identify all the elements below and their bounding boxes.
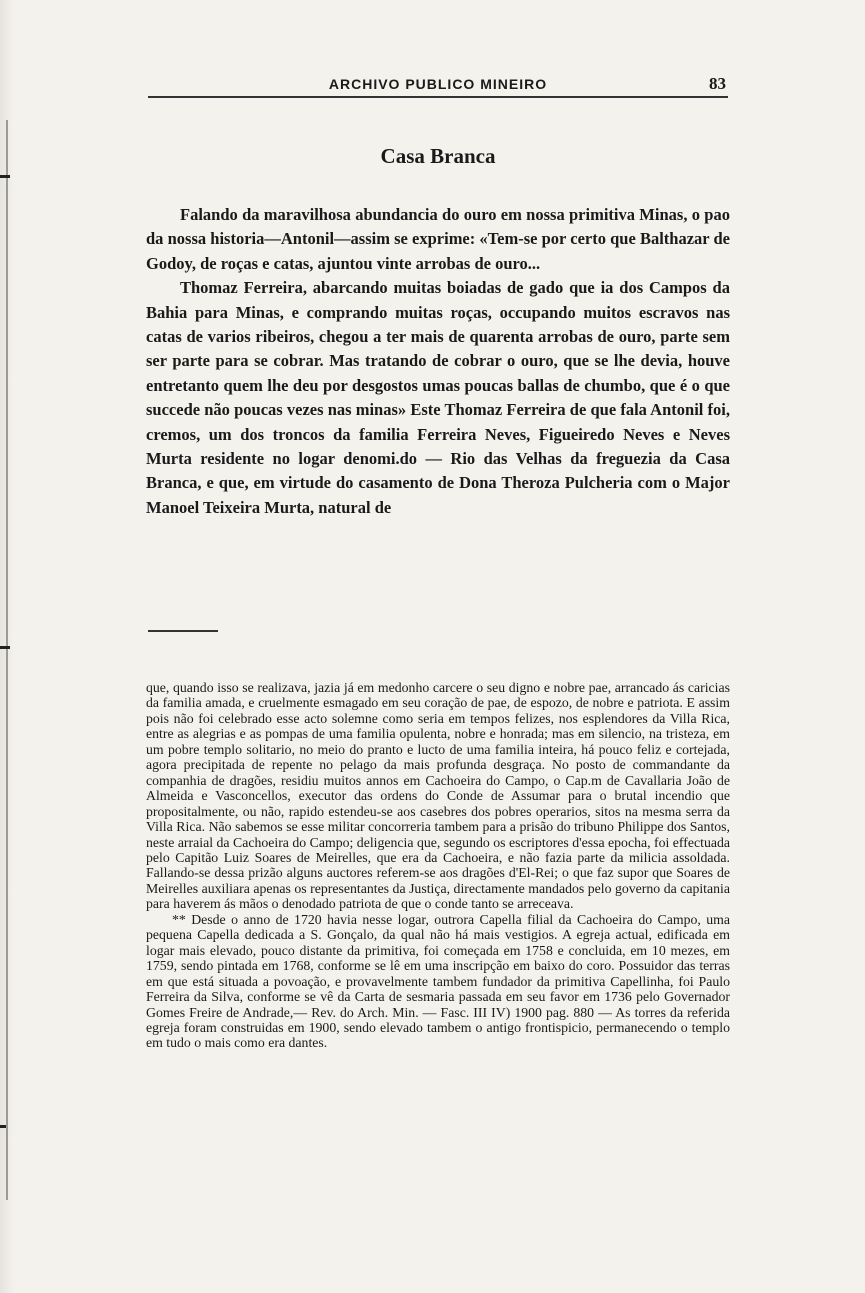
footnote: que, quando isso se realizava, jazia já em medonho carcere o seu digno e nobre pae, arrancado ás caricias da familia amada, e cruelmente esmagado em seu coração de pae, de espozo, de nobre e patriota. E assim pois não foi celebrado esse acto solemne como seria em tempos felizes, nos esplendores da Villa Rica, entre as alegrias e as pompas de uma familia opulenta, nobre e honrada; mas em silencio, na tristeza, em um pobre templo solitario, no meio do pranto e lucto de uma familia inteira, há pouco feliz e cortejada, agora precipitada de repente no pelago da mais profunda desgraça. No posto de commandante da companhia de dragões, residiu muitos annos em Cachoeira do Campo, o Cap.m de Cavallaria João de Almeida e Vasconcellos, executor das ordens do Conde de Assumar para o brutal incendio que propositalmente, ou não, rapido estendeu-se aos casebres dos pobres operarios, sitos na mesma serra da Villa Rica. Não sabemos se esse militar concorreria tambem para a prisão do tribuno Philippe dos Santos, neste arraial da Cachoeira do Campo; deligencia que, segundo os escriptores d'essa epocha, foi effectuada pelo Capitão Luiz Soares de Meirelles, que era da Cachoeira, e não fazia parte da milicia assoldada. Fallando-se dessa prizão alguns auctores referem-se aos dragões d'El-Rei; o que faz supor que Soares de Meirelles auxiliara apenas os representantes da Justiça, directamente mandados pelo governo da capitania para haverem ás mãos o denodado patriota de que o conde tanto se arreceava. <box>146 680 730 912</box>
body-paragraph: Falando da maravilhosa abundancia do ouro em nossa primitiva Minas, o pao da nossa historia—Antonil—assim se exprime: «Tem-se por certo que Balthazar de Godoy, de roças e catas, ajuntou vinte arrobas de ouro... <box>146 205 730 273</box>
page-number: 83 <box>709 74 726 93</box>
footnote: ** Desde o anno de 1720 havia nesse logar, outrora Capella filial da Cachoeira do Campo, uma pequena Capella dedicada a S. Gonçalo, da qual não há mais vestigios. A egreja actual, edificada em logar mais elevado, pouco distante da primitiva, foi começada em 1758 e concluida, em 10 mezes, em 1759, sendo pintada em 1768, conforme se lê em uma inscripção em baixo do coro. Possuidor das terras em que está situada a povoação, e provavelmente tambem fundador da primitiva Capellinha, foi Paulo Ferreira da Silva, conforme se vê da Carta de sesmaria passada em seu favor em 1736 pelo Governador Gomes Freire de Andrade,— Rev. do Arch. Min. — Fasc. III IV) 1900 pag. 880 — As torres da referida egreja foram construidas em 1900, sendo elevado tambem o antigo frontispicio, permanecendo o templo em tudo o mais como era dantes. <box>146 911 730 1051</box>
body-paragraph: Thomaz Ferreira, abarcando muitas boiadas de gado que ia dos Campos da Bahia para Minas, e comprando muitas roças, occupando muitos escravos nas catas de varios ribeiros, chegou a ter mais de quarenta arrobas de ouro, parte sem ser parte para se cobrar. Mas tratando de cobrar o ouro, que se lhe devia, houve entretanto quem lhe deu por desgostos umas poucas ballas de chumbo, que é o que succede não poucas vezes nas minas» Este Thomaz Ferreira de que fala Antonil foi, cremos, um dos troncos da familia Ferreira Neves, Figueiredo Neves e Neves Murta residente no logar denomi.do — Rio das Velhas da freguezia da Casa Branca, e que, em virtude do casamento de Dona Theroza Pulcheria com o Major Manoel Teixeira Murta, natural de <box>146 278 730 517</box>
margin-mark <box>0 1125 6 1128</box>
binding-line <box>6 120 8 1200</box>
footnote-rule <box>148 630 218 632</box>
running-header-title: ARCHIVO PUBLICO MINEIRO <box>328 76 548 92</box>
article-body <box>146 203 730 520</box>
article-title: Casa Branca <box>380 144 496 168</box>
margin-mark <box>0 646 10 649</box>
margin-mark <box>0 175 10 178</box>
running-header <box>148 72 728 96</box>
header-rule <box>148 96 728 98</box>
footnotes <box>146 680 730 1051</box>
